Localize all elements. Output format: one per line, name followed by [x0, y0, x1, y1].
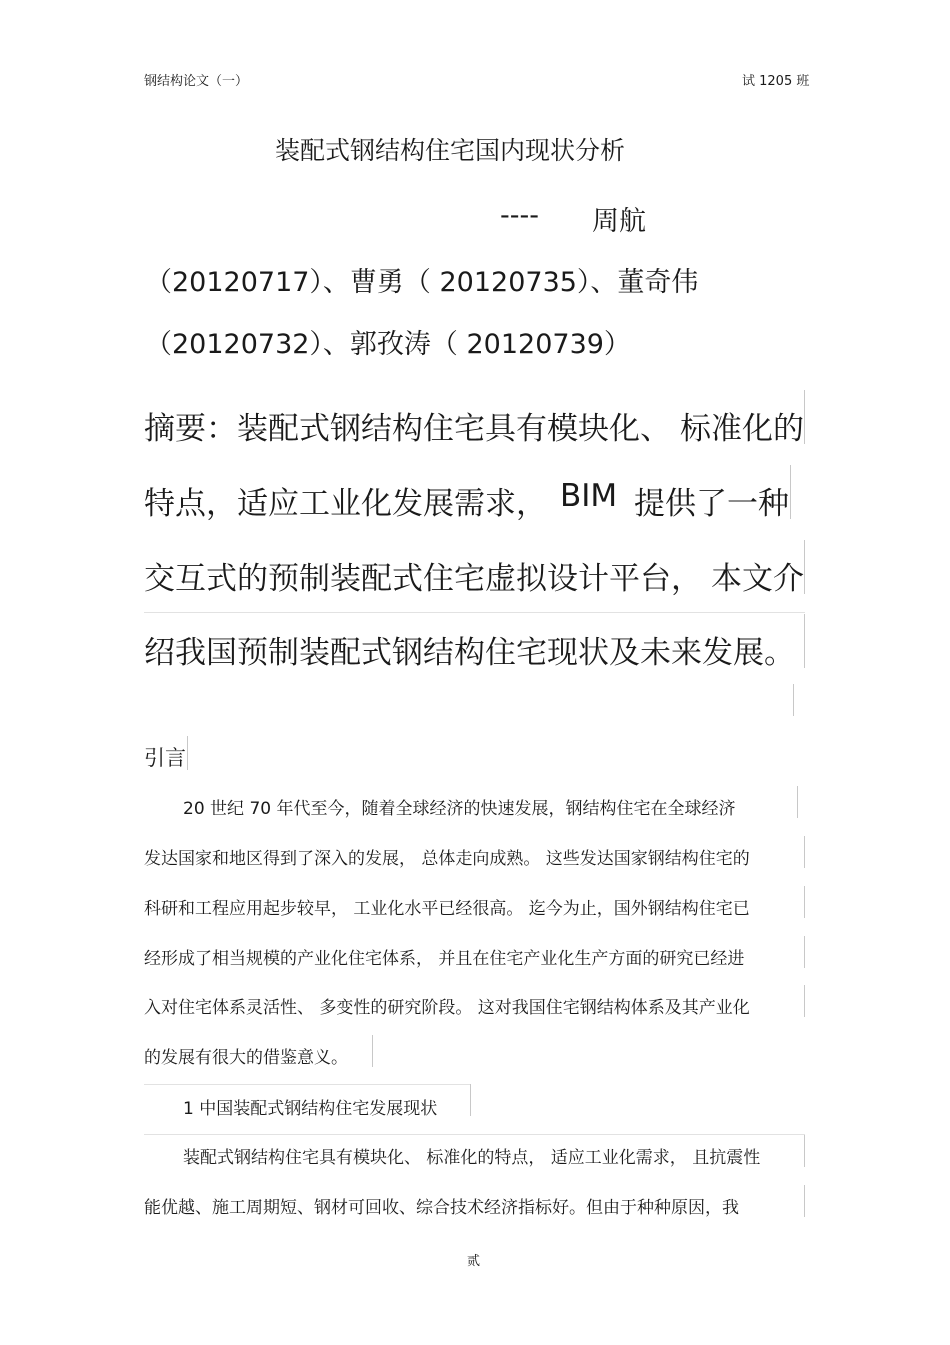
- margin-line: [804, 390, 805, 444]
- intro-heading: 引言: [144, 746, 186, 770]
- abstract-line-1b: 标准化的: [680, 411, 804, 447]
- intro-line: 20 世纪 70 年代至今，随着全球经济的快速发展，钢结构住宅在全球经济: [183, 799, 736, 819]
- page-number: 贰: [467, 1254, 481, 1269]
- margin-line: [804, 936, 805, 968]
- margin-line: [804, 1135, 805, 1167]
- margin-line: [372, 1035, 373, 1067]
- abstract-line-2c: 提供了一种: [634, 486, 789, 522]
- margin-line: [804, 886, 805, 918]
- intro-line: 发达国家和地区得到了深入的发展， 总体走向成熟。 这些发达国家钢结构住宅的: [144, 849, 750, 869]
- section-1-line: 能优越、施工周期短、钢材可回收、综合技术经济指标好。但由于种种原因，我: [144, 1198, 739, 1218]
- author-dash: ----: [500, 200, 539, 231]
- margin-line: [804, 614, 805, 668]
- abstract-line-2a: 特点，适应工业化发展需求，: [144, 486, 547, 522]
- margin-line: [793, 684, 794, 716]
- margin-line: [790, 465, 791, 519]
- margin-line: [804, 540, 805, 594]
- margin-line: [187, 736, 188, 770]
- abstract-line-3b: 本文介: [711, 561, 804, 597]
- margin-line: [470, 1084, 471, 1116]
- abstract-line-3a: 交互式的预制装配式住宅虚拟设计平台，: [144, 561, 702, 597]
- section-1-line: 装配式钢结构住宅具有模块化、 标准化的特点， 适应工业化需求， 且抗震性: [183, 1148, 761, 1168]
- page-title: 装配式钢结构住宅国内现状分析: [275, 136, 626, 165]
- margin-line: [804, 985, 805, 1017]
- intro-line: 的发展有很大的借鉴意义。: [144, 1048, 348, 1068]
- abstract-line-4: 绍我国预制装配式钢结构住宅现状及未来发展。: [144, 635, 795, 671]
- margin-line: [797, 786, 798, 818]
- intro-line: 入对住宅体系灵活性、 多变性的研究阶段。 这对我国住宅钢结构体系及其产业化: [144, 998, 750, 1018]
- abstract-line-1a: 摘要：装配式钢结构住宅具有模块化、: [144, 411, 671, 447]
- intro-line: 经形成了相当规模的产业化住宅体系， 并且在住宅产业化生产方面的研究已经进: [144, 949, 745, 969]
- margin-line: [804, 836, 805, 868]
- separator-line: [144, 612, 805, 613]
- margin-line: [804, 1185, 805, 1217]
- intro-line: 科研和工程应用起步较早， 工业化水平已经很高。 迄今为止，国外钢结构住宅已: [144, 899, 750, 919]
- separator-line: [144, 1084, 470, 1085]
- author-line-2: （20120717）、曹勇（ 20120735）、董奇伟: [145, 267, 699, 298]
- author-line-1: 周航: [592, 206, 646, 237]
- header-right: 试 1205 班: [742, 74, 810, 89]
- section-1-heading: 1 中国装配式钢结构住宅发展现状: [183, 1099, 438, 1119]
- header-left: 钢结构论文（一）: [144, 74, 249, 89]
- separator-line: [144, 1134, 805, 1135]
- abstract-line-2b: BIM: [560, 478, 618, 514]
- author-line-3: （20120732）、郭孜涛（ 20120739）: [145, 329, 631, 360]
